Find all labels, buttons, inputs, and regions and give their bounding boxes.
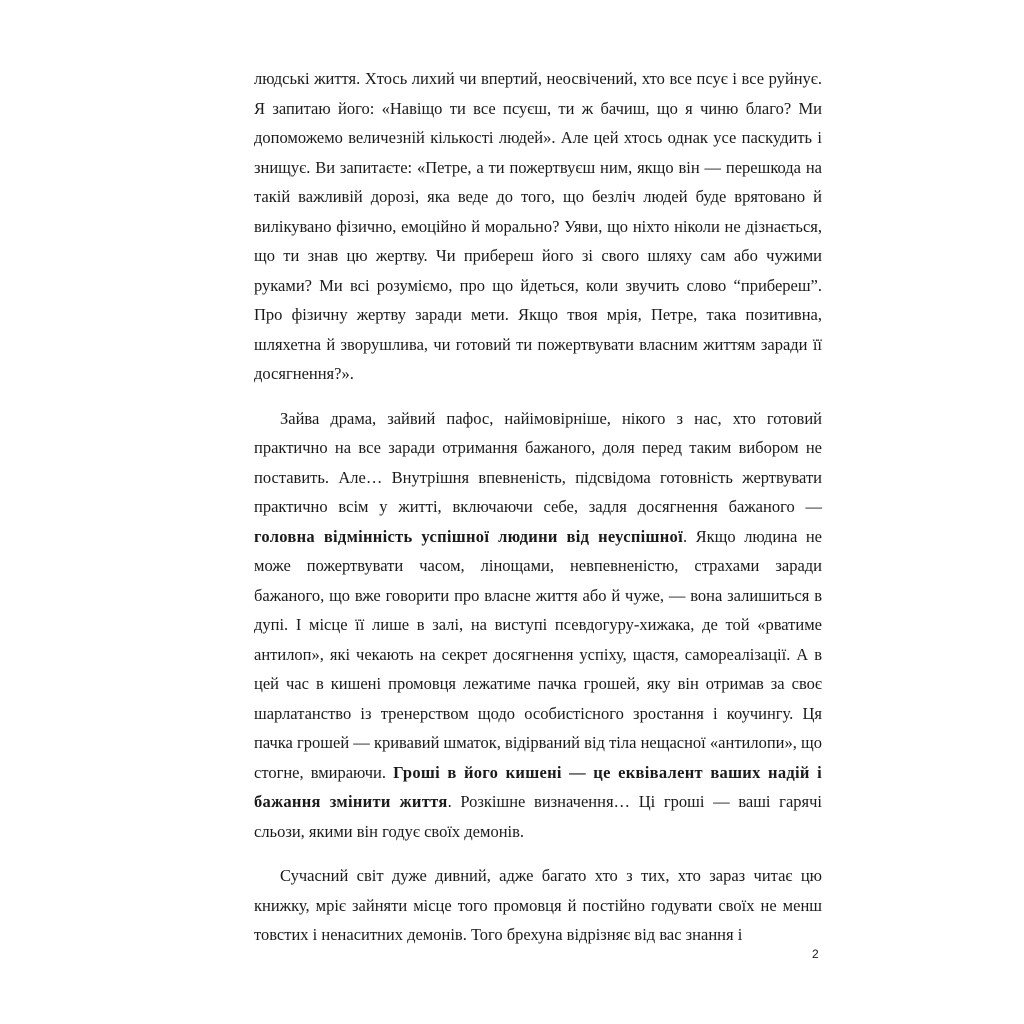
paragraph-2-run-5: . Розкішне визначення… Ці гроші — ваші гарячі сльози, якими він годує своїх демонів. xyxy=(254,792,822,841)
page-number: 2 xyxy=(812,947,819,961)
paragraph-2-run-1: Зайва драма, зайвий пафос, найімовірніше, нікого з нас, хто готовий практично на все заради отримання бажаного, доля перед таким вибором не поставить. Але… Внутрішня впевненість, підсвідома готовність жертвувати практично всім у житті, включаючи себе, задля досягнення бажаного — xyxy=(254,408,822,516)
paragraph-2-emphasis-1: головна відмінність успішної людини від неуспішної xyxy=(254,526,683,546)
paragraph-2 xyxy=(254,404,822,847)
paragraph-3 xyxy=(254,861,822,950)
paragraph-2-emphasis-2: Гроші в його кишені — це еквівалент ваших надій і бажання змінити життя xyxy=(254,762,822,811)
body-text xyxy=(254,64,822,965)
paragraph-3-run-1: Сучасний світ дуже дивний, адже багато хто з тих, хто зараз читає цю книжку, мріє зайняти місце того промовця й постійно годувати своїх не менш товстих і ненаситних демонів. Того брехуна відрізняє від вас знання і xyxy=(254,866,822,944)
paragraph-2-run-3: . Якщо людина не може пожертвувати часом, лінощами, невпевненістю, страхами заради бажаного, що вже говорити про власне життя або й чуже, — вона залишиться в дупі. І місце її лише в залі, на виступі псевдогуру-хижака, де той «рватиме антилоп», які чекають на секрет досягнення успіху, щастя, самореалізації. А в цей час в кишені промовця лежатиме пачка грошей, яку він отримав за своє шарлатанство із тренерством щодо особистісного зростання і коучингу. Ця пачка грошей — кривавий шматок, відірваний від тіла нещасної «антилопи», що стогне, вмираючи. xyxy=(254,526,823,782)
paragraph-1-run-1: людські життя. Хтось лихий чи впертий, неосвічений, хто все псує і все руйнує. Я запитаю його: «Навіщо ти все псуєш, ти ж бачиш, що я чиню благо? Ми допоможемо величезній кількості людей». Але цей хтось однак усе паскудить і знищує. Ви запитаєте: «Петре, а ти пожертвуєш ним, якщо він — перешкода на такій важливій дорозі, яка веде до того, що безліч людей буде врятовано й вилікувано фізично, емоційно й морально? Уяви, що ніхто ніколи не дізнається, що ти знав цю жертву. Чи прибереш його зі свого шляху сам або чужими руками? Ми всі розуміємо, про що йдеться, коли звучить слово “прибереш”. Про фізичну жертву заради мети. Якщо твоя мрія, Петре, така позитивна, шляхетна й зворушлива, чи готовий ти пожертвувати власним життям заради її досягнення?». xyxy=(254,69,822,383)
paragraph-1 xyxy=(254,64,822,389)
